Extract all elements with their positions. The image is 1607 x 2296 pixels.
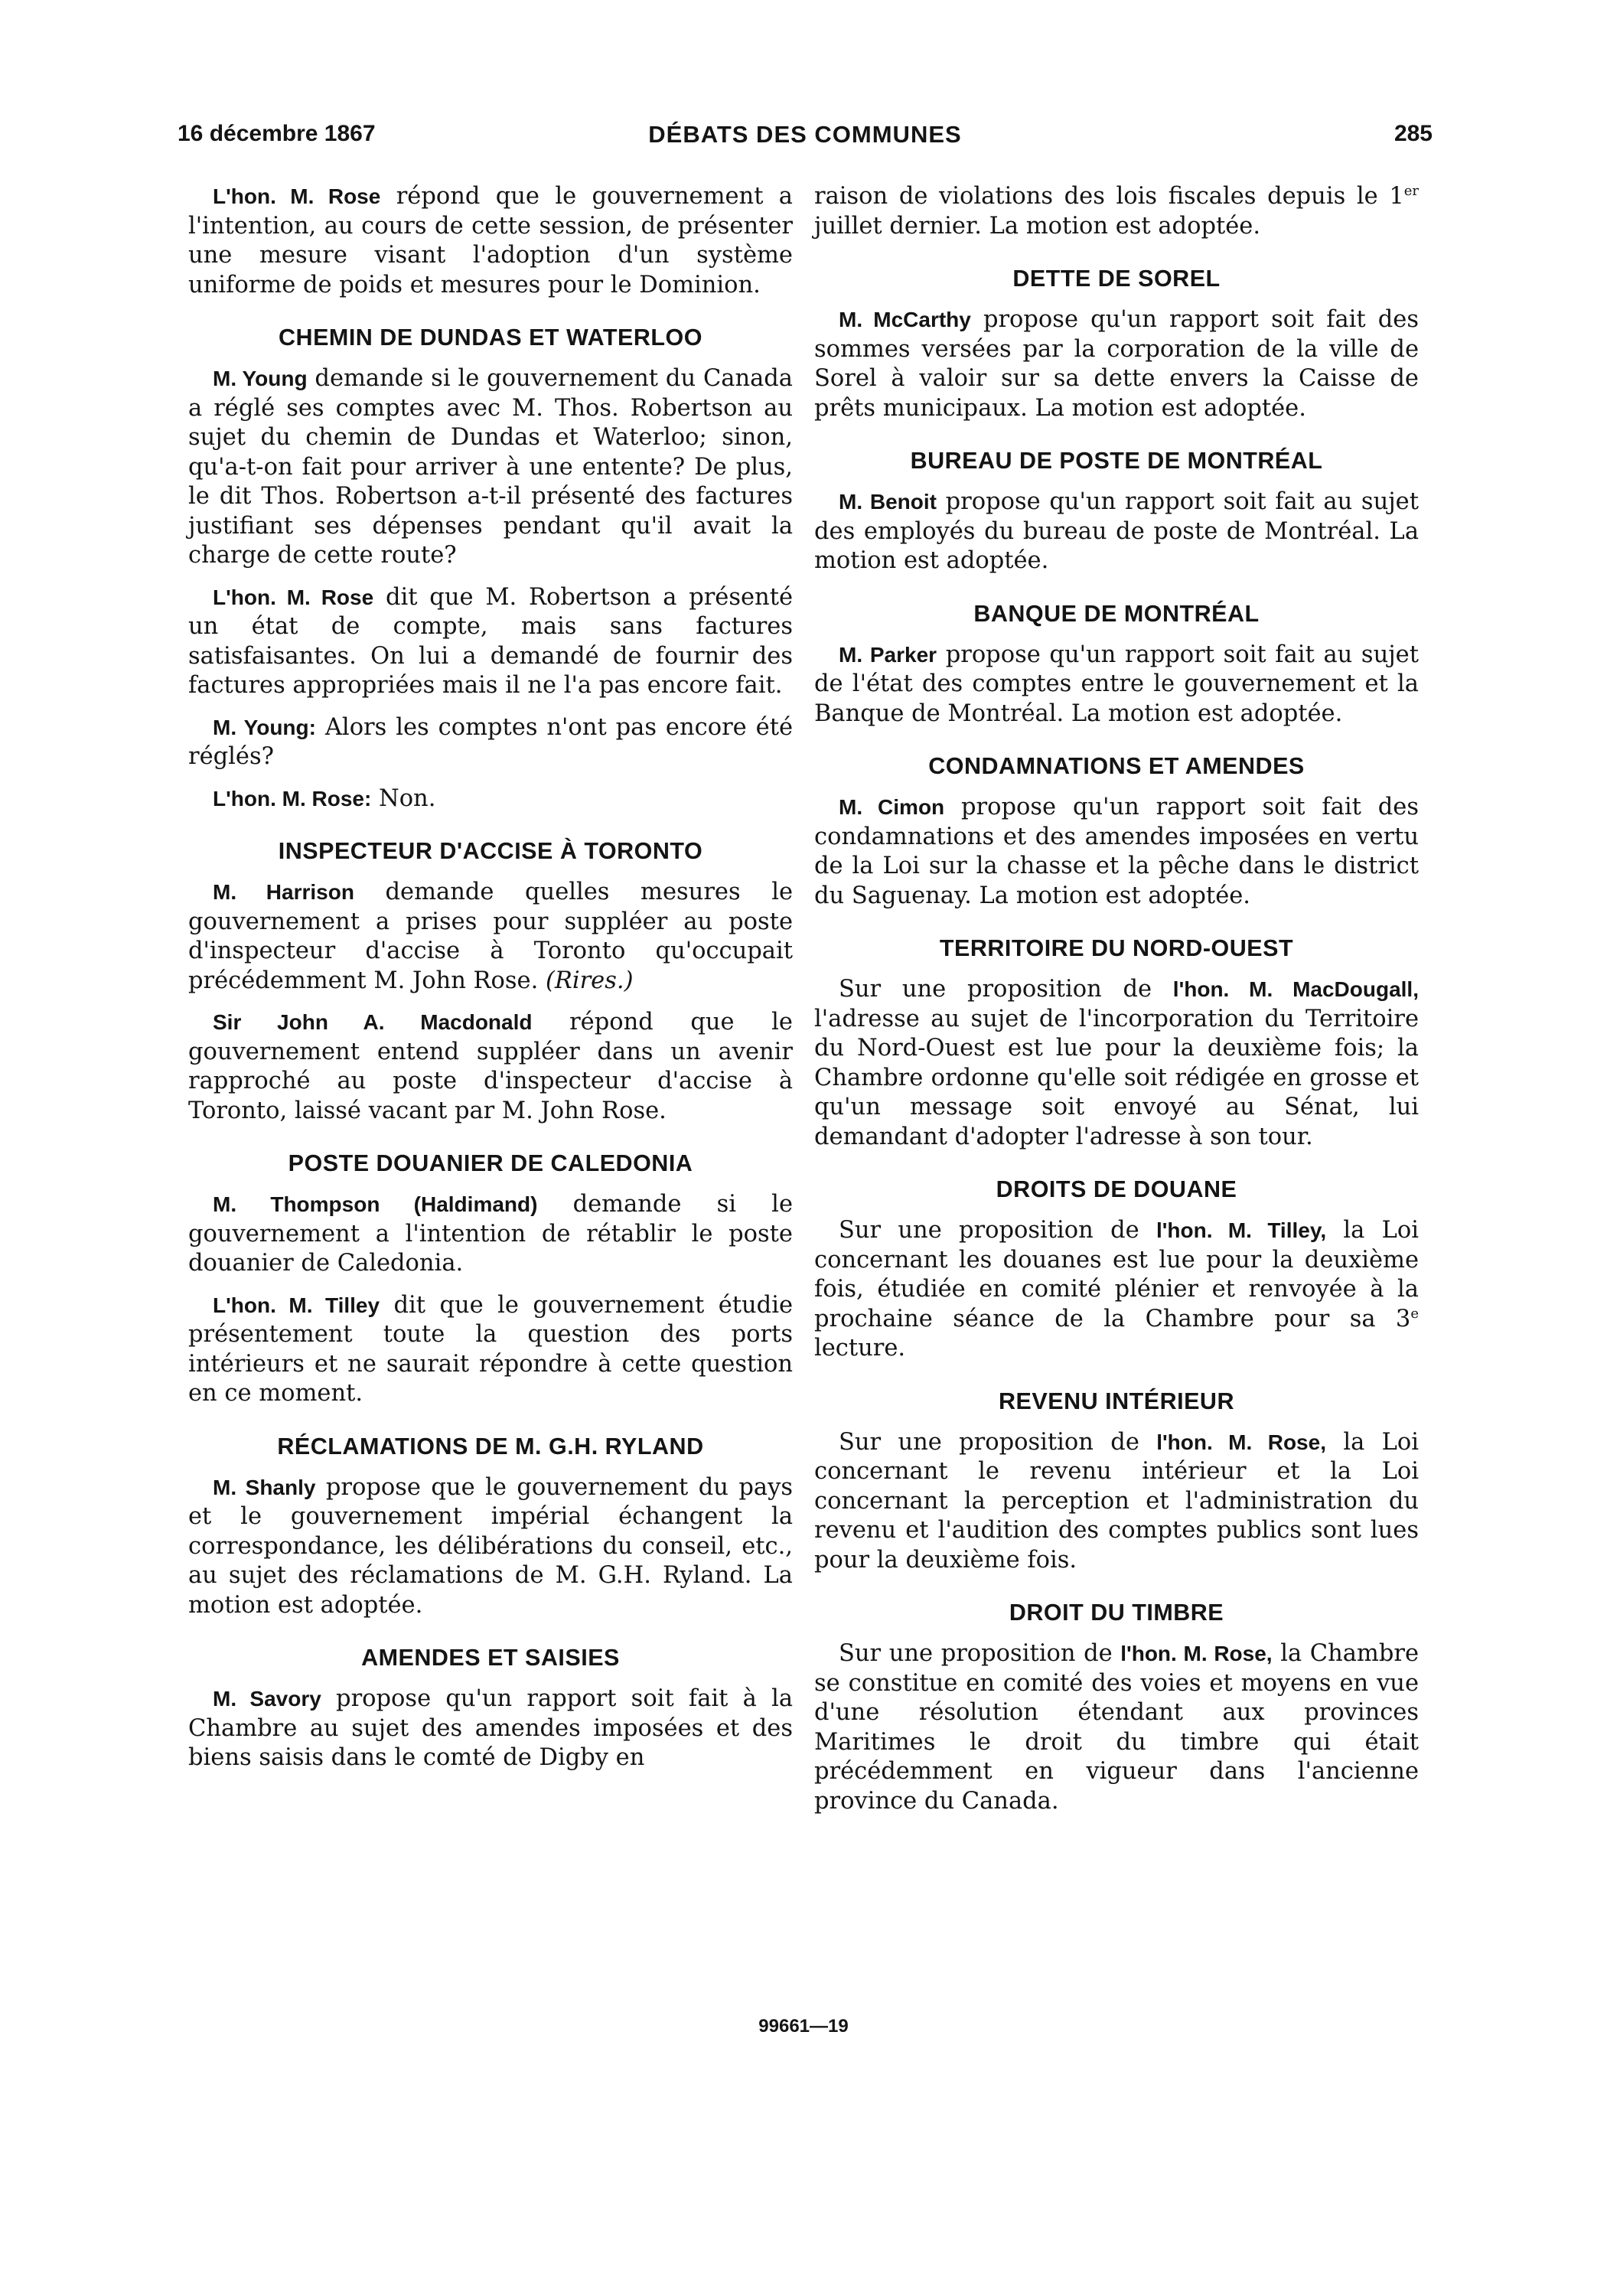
speaker: M. Savory [213,1687,321,1711]
paragraph [814,305,1419,423]
paragraph [814,1639,1419,1816]
paragraph-text: dit que le gouvernement étudie présentement toute la question des ports intérieurs et ne saurait répondre à cette question en ce moment. [188,1291,793,1407]
paragraph [814,1428,1419,1576]
paragraph [188,1008,793,1126]
section-heading: DROITS DE DOUANE [996,1176,1237,1202]
paragraph-text: juillet dernier. La motion est adoptée. [814,212,1261,240]
header-title: DÉBATS DES COMMUNES [648,121,962,148]
paragraph-text: propose qu'un rapport soit fait des condamnations et des amendes imposées en vertu de la Loi sur la chasse et la pêche dans le district du Saguenay. La motion est adoptée. [814,794,1419,909]
speaker: M. Benoit [839,490,937,514]
paragraph-text: propose qu'un rapport soit fait à la Chambre au sujet des amendes imposées et des biens saisis dans le comté de Digby en [188,1685,794,1771]
paragraph-text: raison de violations des lois fiscales depuis le 1 [814,183,1404,210]
speaker: Sir John A. Macdonald [213,1010,533,1034]
paragraph [814,488,1419,576]
section-heading: DROIT DU TIMBRE [1009,1600,1224,1626]
speaker: M. McCarthy [839,308,971,331]
paragraph [188,1473,793,1621]
paragraph [188,1190,793,1279]
paragraph-text: Sur une proposition de [839,1640,1121,1667]
paragraph-text: la Loi concernant les douanes est lue pour la deuxième fois, étudiée en comité plénier et renvoyée à la prochaine séance de la Chambre pour sa 3 [814,1217,1419,1332]
paragraph [814,1216,1419,1364]
italic-note: (Rires.) [545,967,634,994]
paragraph-text: Alors les comptes n'ont pas encore été réglés? [188,713,793,770]
paragraph [188,713,793,772]
section-heading: BANQUE DE MONTRÉAL [973,600,1260,627]
paragraph [814,793,1419,911]
paragraph-text: demande si le gouvernement du Canada a réglé ses comptes avec M. Thos. Robertson au sujet du chemin de Dundas et Waterloo; sinon, qu'a-t-on fait pour arriver à une entente? De plus, le dit Thos. Robertson a-t-il présenté des factures justifiant ses dépenses pendant qu'il avait la charge de cette route? [188,365,793,569]
paragraph [188,1291,793,1409]
page-header [178,121,1433,159]
section-heading: CONDAMNATIONS ET AMENDES [928,753,1305,779]
speaker: l'hon. M. Rose, [1120,1642,1273,1665]
speaker: l'hon. M. MacDougall, [1172,977,1419,1001]
paragraph-text: lecture. [814,1335,906,1362]
paragraph [188,364,793,571]
speaker: M. Cimon [839,795,945,819]
paragraph [188,878,793,996]
speaker: M. Young [213,367,308,390]
right-column [814,182,1419,1828]
left-column [188,182,793,1786]
speaker: L'hon. M. Rose [213,184,381,208]
section-heading: CHEMIN DE DUNDAS ET WATERLOO [279,325,702,351]
speaker: M. Shanly [213,1475,316,1499]
paragraph-text: propose qu'un rapport soit fait des sommes versées par la corporation de la ville de Sorel à valoir sur sa dette envers la Caisse de prêts municipaux. La motion est adoptée. [814,306,1420,422]
section-heading: BUREAU DE POSTE DE MONTRÉAL [910,448,1323,474]
section-heading: POSTE DOUANIER DE CALEDONIA [288,1150,693,1176]
section-heading: RÉCLAMATIONS DE M. G.H. RYLAND [277,1433,704,1459]
superscript: er [1403,182,1419,199]
paragraph-text: Sur une proposition de [839,976,1173,1003]
paragraph [814,182,1419,241]
paragraph-text: Non. [371,784,436,812]
paragraph-text: répond que le gouvernement a l'intention, au cours de cette session, de présenter une mesure visant l'adoption d'un système uniforme de poids et mesures pour le Dominion. [188,183,793,298]
superscript: e [1410,1305,1419,1322]
paragraph [188,784,793,814]
paragraph-text: propose qu'un rapport soit fait au sujet de l'état des comptes entre le gouvernement et la Banque de Montréal. La motion est adoptée. [814,641,1419,727]
paragraph-text: la Loi concernant le revenu intérieur et la Loi concernant la perception et l'administration du revenu et l'audition des comptes publics sont lues pour la deuxième fois. [814,1428,1420,1574]
section-heading: REVENU INTÉRIEUR [999,1388,1234,1414]
paragraph-text: propose qu'un rapport soit fait au sujet des employés du bureau de poste de Montréal. La motion est adoptée. [814,488,1419,574]
paragraph-text: demande quelles mesures le gouvernement a prises pour suppléer au poste d'inspecteur d'accise à Toronto qu'occupait précédemment M. John Rose. [188,879,793,994]
speaker: l'hon. M. Rose, [1156,1430,1326,1454]
section-heading: INSPECTEUR D'ACCISE À TORONTO [278,838,703,864]
paragraph [188,583,793,701]
section-heading: AMENDES ET SAISIES [361,1645,620,1671]
paragraph-text: propose que le gouvernement du pays et le gouvernement impérial échangent la correspondance, les délibérations du conseil, etc., au sujet des réclamations de M. G.H. Ryland. La motion est adoptée. [188,1473,793,1619]
page-number: 285 [1393,121,1433,146]
paragraph [188,1684,793,1773]
paragraph-text: Sur une proposition de [839,1217,1156,1244]
speaker: L'hon. M. Rose: [213,786,372,810]
speaker: M. Young: [213,715,316,739]
paragraph [814,641,1419,729]
paragraph-text: demande si le gouvernement a l'intention de rétablir le poste douanier de Caledonia. [188,1191,793,1277]
paragraph [814,975,1419,1152]
paragraph-text: dit que M. Robertson a présenté un état de compte, mais sans factures satisfaisantes. On lui a demandé de fournir des factures appropriées mais il ne l'a pas encore fait. [188,583,794,699]
speaker: M. Thompson (Haldimand) [213,1192,538,1216]
speaker: L'hon. M. Rose [213,585,374,609]
speaker: M. Parker [839,642,937,667]
speaker: M. Harrison [213,880,354,904]
paragraph-text: répond que le gouvernement entend suppléer dans un avenir rapproché au poste d'inspecteur d'accise à Toronto, laissé vacant par M. John Rose. [188,1009,793,1124]
paragraph [188,182,793,300]
speaker: l'hon. M. Tilley, [1156,1218,1327,1242]
paragraph-text: l'adresse au sujet de l'incorporation du Territoire du Nord-Ouest est lue pour la deuxième fois; la Chambre ordonne qu'elle soit rédigée en grosse et qu'un message soit envoyé au Sénat, lui demandant d'adopter l'adresse à son tour. [814,1005,1419,1150]
section-heading: TERRITOIRE DU NORD-OUEST [939,935,1294,961]
paragraph-text: la Chambre se constitue en comité des voies et moyens en vue d'une résolution étendant aux provinces Maritimes le droit du timbre qui était précédemment en vigueur dans l'ancienne province du Canada. [814,1640,1419,1815]
page-footer-code: 99661—19 [758,2016,849,2037]
header-date: 16 décembre 1867 [178,121,376,146]
section-heading: DETTE DE SOREL [1012,266,1221,292]
paragraph-text: Sur une proposition de [839,1428,1157,1456]
speaker: L'hon. M. Tilley [213,1293,380,1317]
